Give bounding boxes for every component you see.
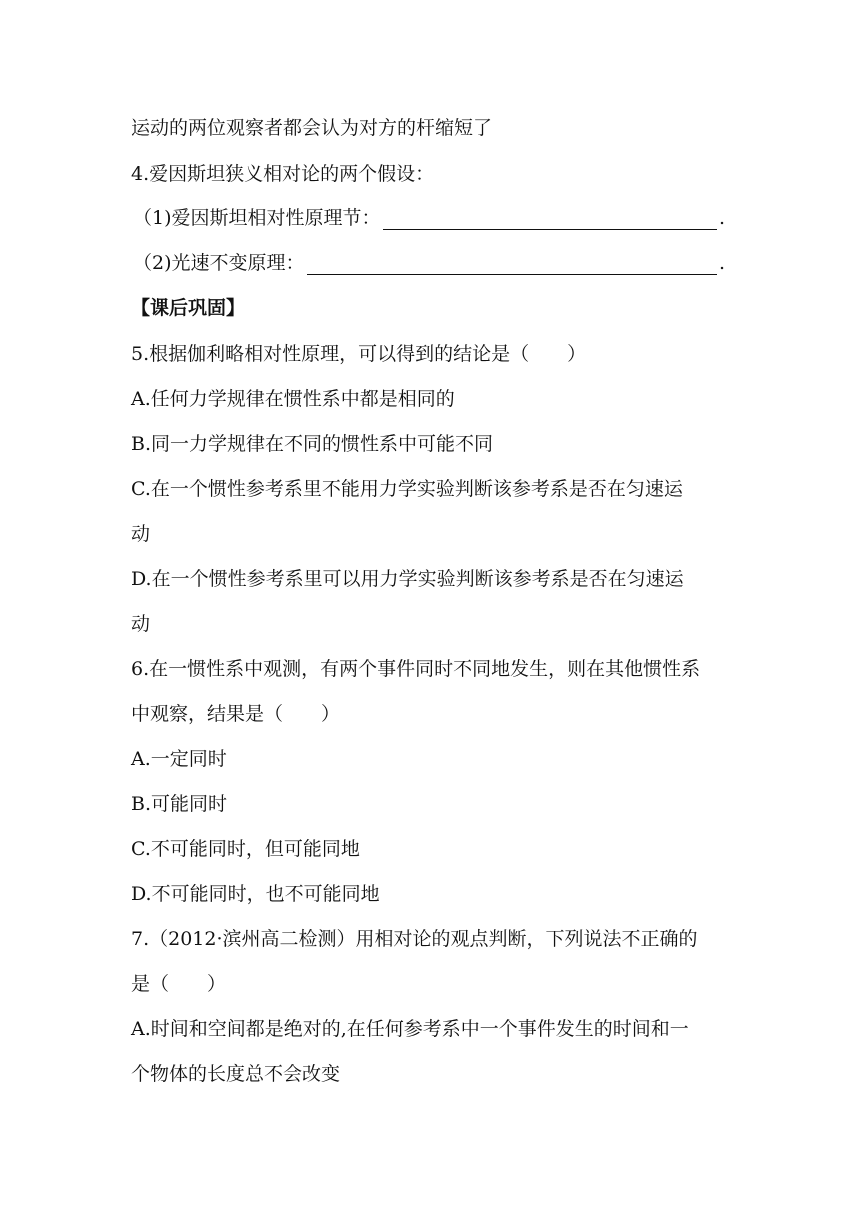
question-5-option-c-cont: 动 (131, 523, 151, 545)
question-4-blank-2-answer-line (307, 254, 717, 275)
question-4-blank-1-label: （1)爱因斯坦相对性原理节： (133, 207, 381, 229)
question-6-option-b: B.可能同时 (131, 793, 228, 815)
question-4-blank-1-answer-line (383, 209, 717, 230)
question-4-blank-2-period: . (718, 252, 725, 274)
question-7-option-a: A.时间和空间都是绝对的,在任何参考系中一个事件发生的时间和一 (131, 1018, 689, 1040)
question-7-stem-cont: 是（ ） (131, 973, 227, 995)
question-6-option-c: C.不可能同时，但可能同地 (131, 838, 360, 860)
question-5-option-d: D.在一个惯性参考系里可以用力学实验判断该参考系是否在匀速运 (131, 568, 684, 590)
section-heading: 【课后巩固】 (131, 297, 246, 319)
question-4-blank-1-row (133, 206, 725, 230)
question-5-option-b: B.同一力学规律在不同的惯性系中可能不同 (131, 433, 494, 455)
question-4-blank-2-label: （2)光速不变原理： (133, 252, 305, 274)
question-5-option-a: A.任何力学规律在惯性系中都是相同的 (131, 388, 455, 410)
question-5-option-c: C.在一个惯性参考系里不能用力学实验判断该参考系是否在匀速运 (131, 478, 683, 500)
question-6-stem: 6.在一惯性系中观测，有两个事件同时不同地发生，则在其他惯性系 (131, 658, 701, 680)
question-4-stem: 4.爱因斯坦狭义相对论的两个假设： (131, 163, 435, 185)
question-6-option-d: D.不可能同时，也不可能同地 (131, 883, 380, 905)
question-7-stem: 7.（2012·滨州高二检测）用相对论的观点判断，下列说法不正确的 (131, 928, 698, 950)
question-4-blank-2-row (133, 251, 725, 275)
text-line-1: 运动的两位观察者都会认为对方的杆缩短了 (131, 117, 493, 139)
question-6-option-a: A.一定同时 (131, 748, 227, 770)
question-4-blank-1-period: . (718, 207, 725, 229)
question-6-stem-cont: 中观察，结果是（ ） (131, 703, 341, 725)
question-7-option-a-cont: 个物体的长度总不会改变 (131, 1063, 341, 1085)
question-5-stem: 5.根据伽利略相对性原理，可以得到的结论是（ ） (131, 343, 587, 365)
question-5-option-d-cont: 动 (131, 613, 151, 635)
